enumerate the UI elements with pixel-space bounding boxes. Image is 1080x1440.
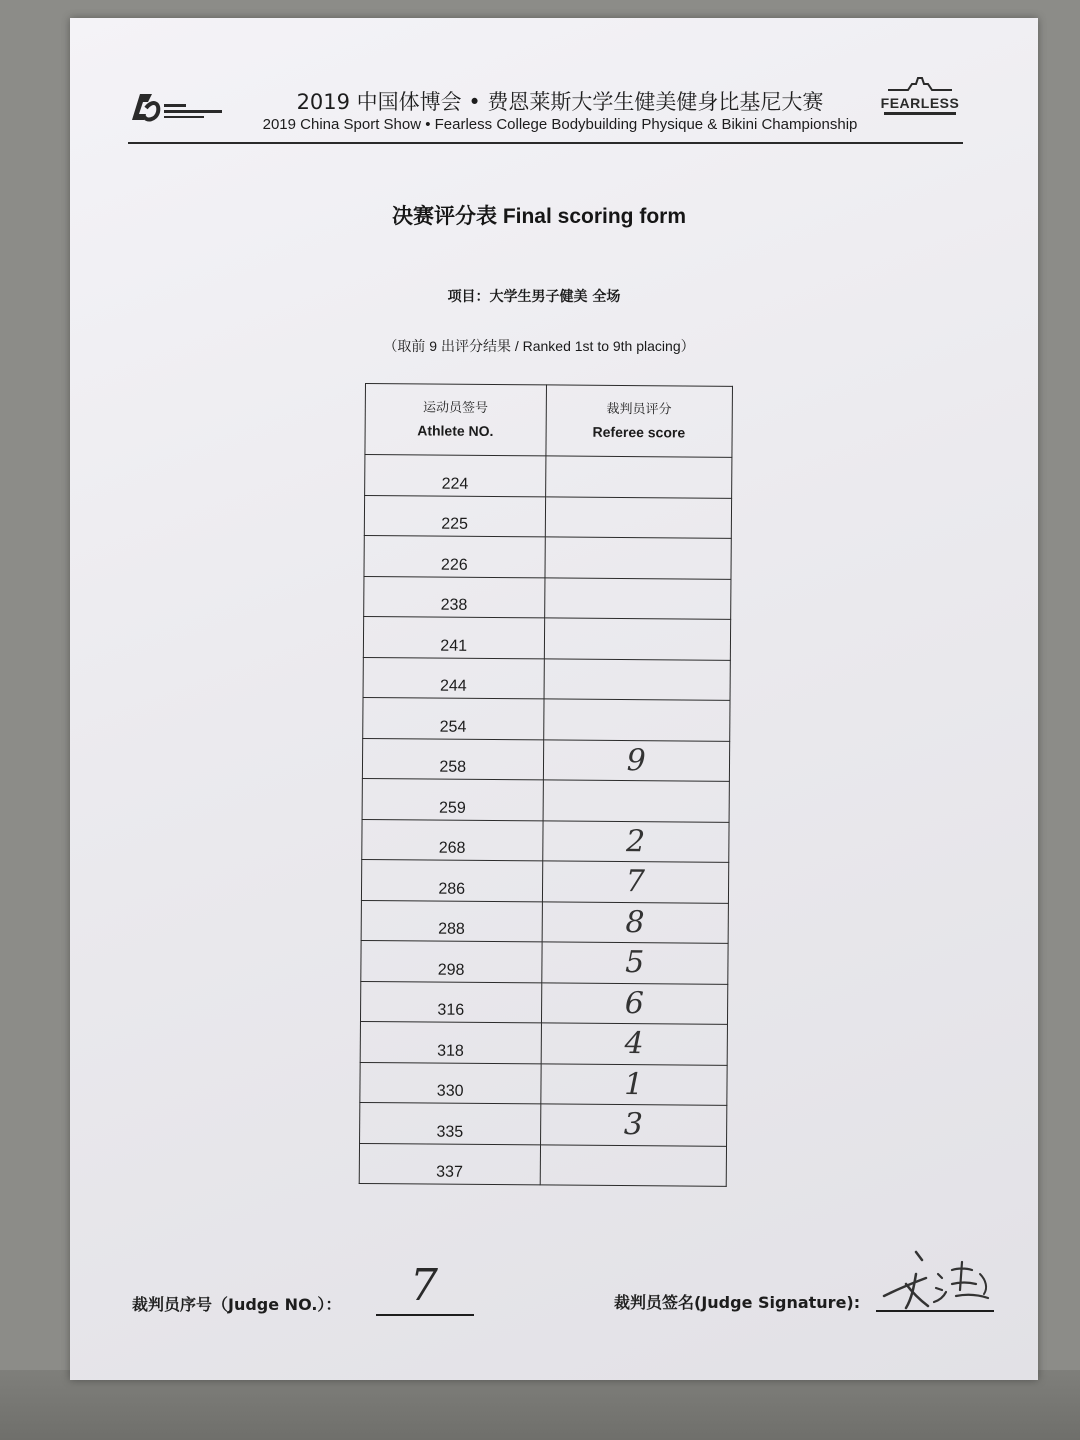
referee-score-cell[interactable]: 6 — [541, 982, 728, 1024]
athlete-number-cell: 244 — [363, 657, 544, 699]
judge-number-label: 裁判员序号（Judge NO.）： — [132, 1295, 342, 1314]
table-row — [363, 657, 730, 700]
table-row — [360, 1021, 727, 1064]
table-row — [360, 1102, 727, 1145]
athlete-number-cell: 238 — [364, 576, 545, 618]
athlete-number-cell: 288 — [361, 900, 542, 942]
athlete-number-cell: 224 — [365, 455, 546, 497]
score-header-en: Referee score — [592, 423, 686, 441]
table-row — [361, 900, 728, 943]
athlete-number-cell: 241 — [363, 616, 544, 658]
referee-score-cell[interactable] — [545, 496, 732, 538]
athlete-number-cell: 318 — [360, 1021, 541, 1063]
table-row — [362, 738, 729, 781]
form-title: 决赛评分表 Final scoring form — [391, 205, 687, 228]
table-row — [365, 455, 732, 498]
referee-score-cell[interactable] — [540, 1144, 727, 1186]
event-label: 项目：大学生男子健美 全场 — [447, 289, 621, 305]
header-divider — [128, 142, 963, 144]
desk-surface — [0, 1370, 1080, 1440]
table-row — [360, 981, 727, 1024]
referee-score-cell[interactable]: 7 — [542, 861, 729, 903]
referee-score-cell[interactable] — [543, 699, 730, 741]
athlete-number-cell: 254 — [363, 697, 544, 739]
judge-number-line — [376, 1314, 474, 1316]
athlete-number-cell: 268 — [362, 819, 543, 861]
athlete-number-cell: 335 — [360, 1102, 541, 1144]
athlete-header-cn: 运动员签号 — [422, 400, 489, 416]
score-header-cn: 裁判员评分 — [606, 401, 672, 418]
table-row — [364, 576, 731, 619]
referee-score-cell[interactable]: 8 — [542, 901, 729, 943]
judge-number-value[interactable]: 7 — [410, 1260, 438, 1311]
table-header-row — [365, 384, 733, 458]
table-row — [362, 819, 729, 862]
athlete-header-en: Athlete NO. — [417, 422, 494, 440]
ranking-note: （取前 9 出评分结果 / Ranked 1st to 9th placing） — [383, 338, 695, 354]
judge-signature-line — [876, 1310, 994, 1312]
athlete-number-cell: 316 — [360, 981, 541, 1023]
athlete-number-cell: 337 — [359, 1143, 540, 1185]
header-title-cn: 2019 中国体博会 • 费恩莱斯大学生健美健身比基尼大赛 — [296, 90, 824, 114]
table-row — [364, 495, 731, 538]
table-row — [361, 859, 728, 902]
referee-score-cell[interactable]: 4 — [541, 1023, 728, 1065]
table-row — [361, 940, 728, 983]
athlete-column-header — [365, 384, 546, 456]
athlete-number-cell: 258 — [362, 738, 543, 780]
athlete-number-cell: 259 — [362, 778, 543, 820]
referee-score-cell[interactable] — [544, 537, 731, 579]
judge-signature[interactable] — [876, 1244, 1006, 1314]
table-row — [364, 535, 731, 578]
table-row — [363, 616, 730, 659]
judge-signature-label: 裁判员签名(Judge Signature): — [614, 1293, 861, 1312]
athlete-number-cell: 225 — [364, 495, 545, 537]
table-row — [362, 778, 729, 821]
scoring-table — [359, 383, 733, 1187]
referee-score-cell[interactable]: 3 — [540, 1104, 727, 1146]
athlete-number-cell: 226 — [364, 535, 545, 577]
table-row — [359, 1143, 726, 1186]
scoring-form-sheet — [70, 18, 1038, 1380]
scoring-table-body — [359, 455, 732, 1187]
referee-score-cell[interactable] — [544, 618, 731, 660]
referee-score-cell[interactable] — [544, 658, 731, 700]
referee-score-cell[interactable] — [543, 780, 730, 822]
fearless-logo-text: FEARLESS — [880, 95, 960, 111]
referee-score-cell[interactable] — [544, 577, 731, 619]
table-row — [363, 697, 730, 740]
referee-score-cell[interactable]: 9 — [543, 739, 730, 781]
referee-score-cell[interactable]: 1 — [540, 1063, 727, 1105]
referee-score-cell[interactable]: 2 — [542, 820, 729, 862]
table-row — [360, 1062, 727, 1105]
athlete-number-cell: 330 — [360, 1062, 541, 1104]
score-column-header — [545, 385, 732, 457]
referee-score-cell[interactable] — [545, 456, 732, 498]
athlete-number-cell: 298 — [361, 940, 542, 982]
athlete-number-cell: 286 — [361, 859, 542, 901]
referee-score-cell[interactable]: 5 — [541, 942, 728, 984]
header-title-en: 2019 China Sport Show • Fearless College Bodybuilding Physique & Bikini Championship — [262, 116, 858, 133]
